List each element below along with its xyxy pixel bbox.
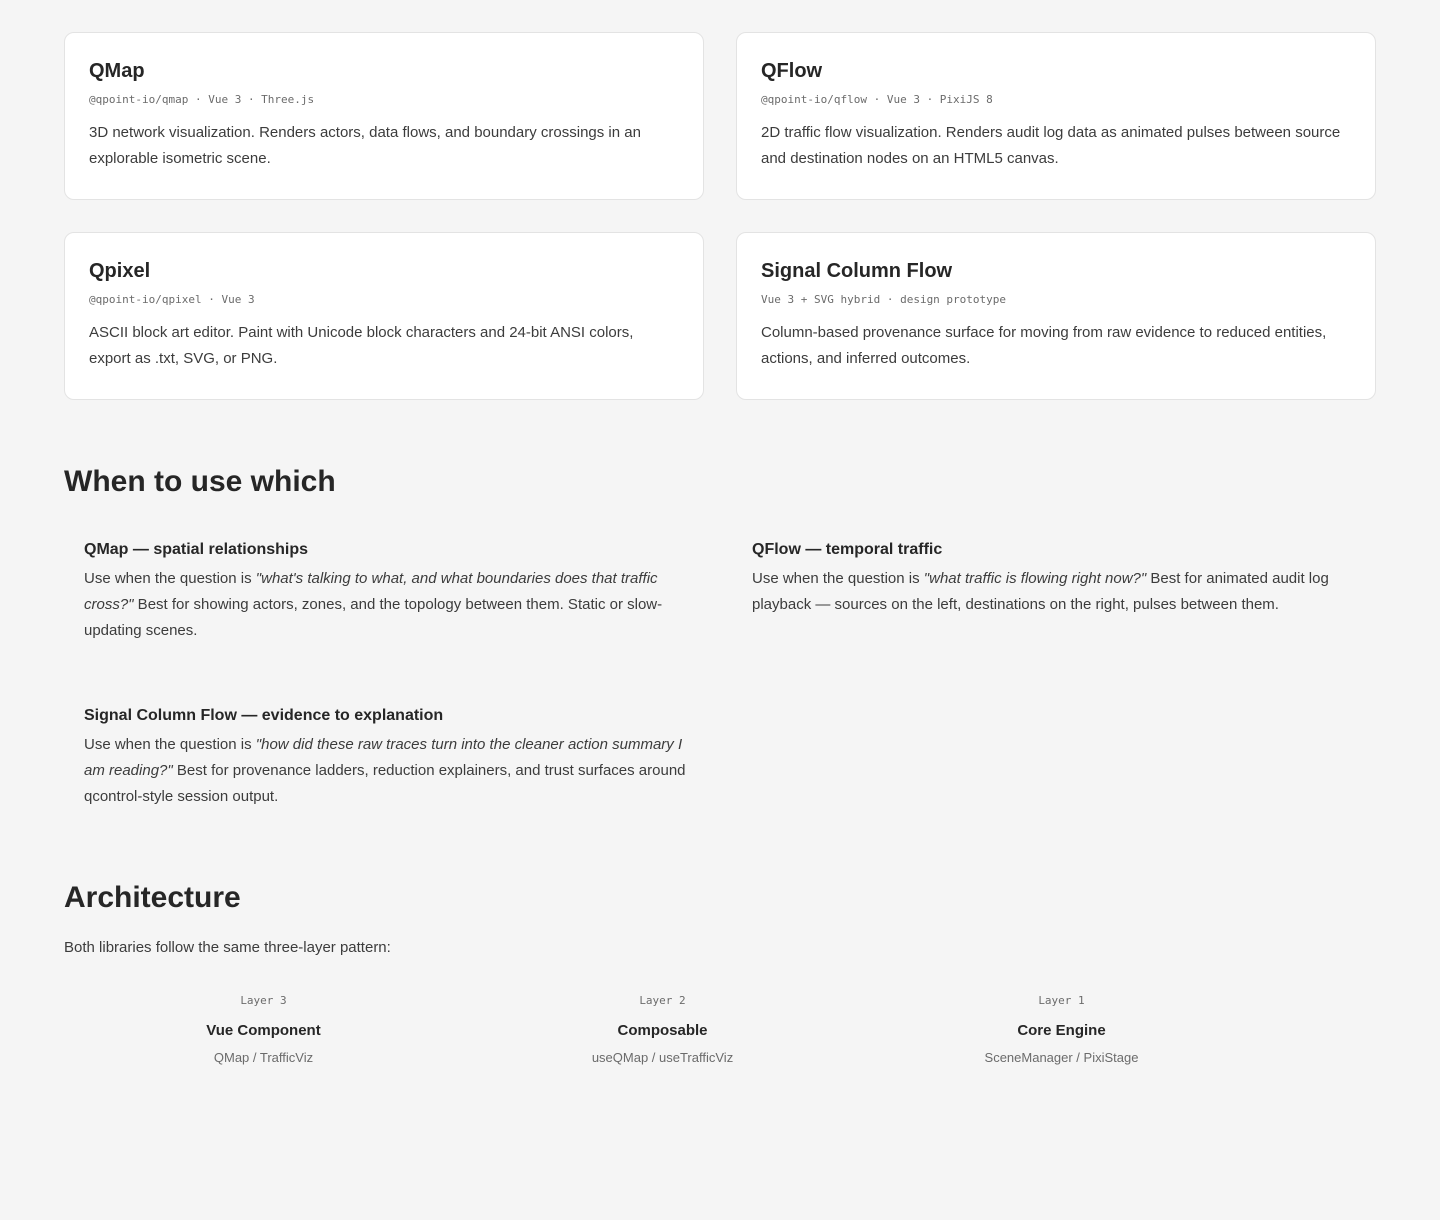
usage-quote: "what traffic is flowing right now?" bbox=[923, 570, 1147, 587]
layer-tag: Layer 3 bbox=[240, 994, 287, 1007]
card-title: Qpixel bbox=[89, 260, 151, 282]
usage-body bbox=[84, 566, 692, 644]
usage-quote: "what's talking to what, and what boundaries does that traffic cross?" bbox=[84, 570, 658, 613]
card-title: Signal Column Flow bbox=[761, 260, 953, 282]
layer-impl: useQMap / useTrafficViz bbox=[591, 1050, 734, 1065]
card-description: 3D network visualization. Renders actors, data flows, and boundary crossings in an explorable isometric scene. bbox=[89, 124, 641, 167]
card-title: QFlow bbox=[761, 60, 823, 82]
layer-tag: Layer 1 bbox=[1038, 994, 1085, 1007]
usage-item-qmap bbox=[84, 540, 692, 644]
usage-list bbox=[64, 540, 1376, 810]
usage-title: Signal Column Flow — evidence to explanation bbox=[84, 707, 444, 724]
library-card-qpixel[interactable] bbox=[64, 232, 704, 400]
card-meta: @qpoint-io/qpixel · Vue 3 bbox=[89, 293, 255, 306]
usage-item-qflow bbox=[752, 540, 1360, 644]
usage-body bbox=[752, 566, 1360, 618]
library-card-signal-column-flow[interactable] bbox=[736, 232, 1376, 400]
architecture-heading: Architecture bbox=[64, 881, 241, 914]
layer-impl: SceneManager / PixiStage bbox=[984, 1050, 1139, 1065]
library-card-qflow[interactable] bbox=[736, 32, 1376, 200]
usage-item-signal-column-flow bbox=[84, 706, 692, 810]
usage-lead: Use when the question is bbox=[84, 570, 256, 587]
layer-tag: Layer 2 bbox=[639, 994, 686, 1007]
usage-title: QFlow — temporal traffic bbox=[752, 541, 943, 558]
card-meta: @qpoint-io/qflow · Vue 3 · PixiJS 8 bbox=[761, 93, 993, 106]
layer-name: Vue Component bbox=[206, 1022, 321, 1039]
layer-2 bbox=[463, 994, 862, 1066]
usage-lead: Use when the question is bbox=[752, 570, 924, 587]
usage-rest: Best for showing actors, zones, and the topology between them. Static or slow-updating scenes. bbox=[84, 596, 663, 639]
usage-rest: Best for animated audit log playback — sources on the left, destinations on the right, pulses between them. bbox=[752, 570, 1329, 613]
card-description: Column-based provenance surface for moving from raw evidence to reduced entities, actions, and inferred outcomes. bbox=[761, 324, 1327, 367]
usage-rest: Best for provenance ladders, reduction explainers, and trust surfaces around qcontrol-style session output. bbox=[84, 762, 686, 805]
layer-impl: QMap / TrafficViz bbox=[213, 1050, 314, 1065]
usage-lead: Use when the question is bbox=[84, 736, 256, 753]
library-card-qmap[interactable] bbox=[64, 32, 704, 200]
card-meta: @qpoint-io/qmap · Vue 3 · Three.js bbox=[89, 93, 315, 106]
layer-name: Core Engine bbox=[1017, 1022, 1106, 1039]
usage-body bbox=[84, 732, 692, 810]
library-cards bbox=[64, 32, 1376, 400]
card-description: 2D traffic flow visualization. Renders audit log data as animated pulses between source and destination nodes on an HTML5 canvas. bbox=[761, 124, 1341, 167]
usage-quote: "how did these raw traces turn into the cleaner action summary I am reading?" bbox=[84, 736, 683, 779]
usage-title: QMap — spatial relationships bbox=[84, 541, 309, 558]
usage-heading: When to use which bbox=[64, 465, 336, 498]
architecture-layers bbox=[64, 994, 1261, 1066]
layer-1 bbox=[862, 994, 1261, 1066]
card-meta: Vue 3 + SVG hybrid · design prototype bbox=[761, 293, 1007, 306]
architecture-intro: Both libraries follow the same three-layer pattern: bbox=[64, 939, 391, 956]
card-description: ASCII block art editor. Paint with Unicode block characters and 24-bit ANSI colors, export as .txt, SVG, or PNG. bbox=[89, 324, 634, 367]
layer-3 bbox=[64, 994, 463, 1066]
layer-name: Composable bbox=[617, 1022, 708, 1039]
card-title: QMap bbox=[89, 60, 145, 82]
